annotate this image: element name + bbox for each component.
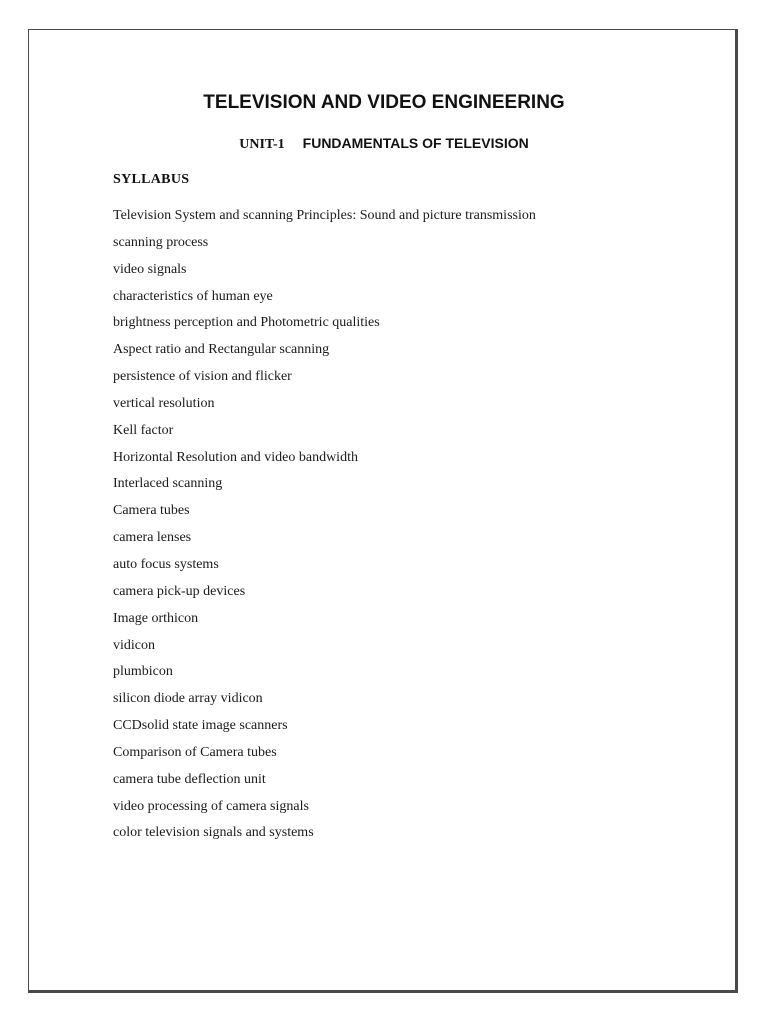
syllabus-topic: Image orthicon xyxy=(113,610,199,626)
syllabus-heading: SYLLABUS xyxy=(113,172,190,187)
syllabus-topic: characteristics of human eye xyxy=(113,288,273,304)
unit-title: FUNDAMENTALS OF TELEVISION xyxy=(302,135,529,151)
syllabus-topic: video processing of camera signals xyxy=(113,798,309,814)
unit-label: UNIT-1 xyxy=(239,137,285,152)
syllabus-topic: Kell factor xyxy=(113,422,174,438)
syllabus-topic: auto focus systems xyxy=(113,556,219,572)
syllabus-topic: Comparison of Camera tubes xyxy=(113,744,277,760)
syllabus-topic: vidicon xyxy=(113,637,155,653)
unit-heading xyxy=(0,135,768,153)
syllabus-topic: Television System and scanning Principles: Sound and picture transmission xyxy=(113,208,536,223)
syllabus-topic: CCDsolid state image scanners xyxy=(113,718,288,734)
syllabus-topic: color television signals and systems xyxy=(113,825,314,841)
syllabus-topic: camera pick-up devices xyxy=(113,583,246,599)
syllabus-topic: vertical resolution xyxy=(113,395,215,411)
syllabus-topic: camera lenses xyxy=(113,530,192,546)
syllabus-topic: plumbicon xyxy=(113,664,173,680)
syllabus-topic: persistence of vision and flicker xyxy=(113,369,292,385)
syllabus-topic: Horizontal Resolution and video bandwidth xyxy=(113,449,358,465)
syllabus-topic-list xyxy=(113,205,536,849)
syllabus-topic: silicon diode array vidicon xyxy=(113,691,263,707)
syllabus-topic: video signals xyxy=(113,261,187,277)
syllabus-topic: scanning process xyxy=(113,234,209,250)
syllabus-topic: Aspect ratio and Rectangular scanning xyxy=(113,342,330,358)
syllabus-topic: brightness perception and Photometric qualities xyxy=(113,315,380,331)
document-title: TELEVISION AND VIDEO ENGINEERING xyxy=(203,92,565,113)
syllabus-topic: Camera tubes xyxy=(113,503,190,519)
syllabus-topic: camera tube deflection unit xyxy=(113,771,266,787)
syllabus-topic: Interlaced scanning xyxy=(113,476,223,492)
